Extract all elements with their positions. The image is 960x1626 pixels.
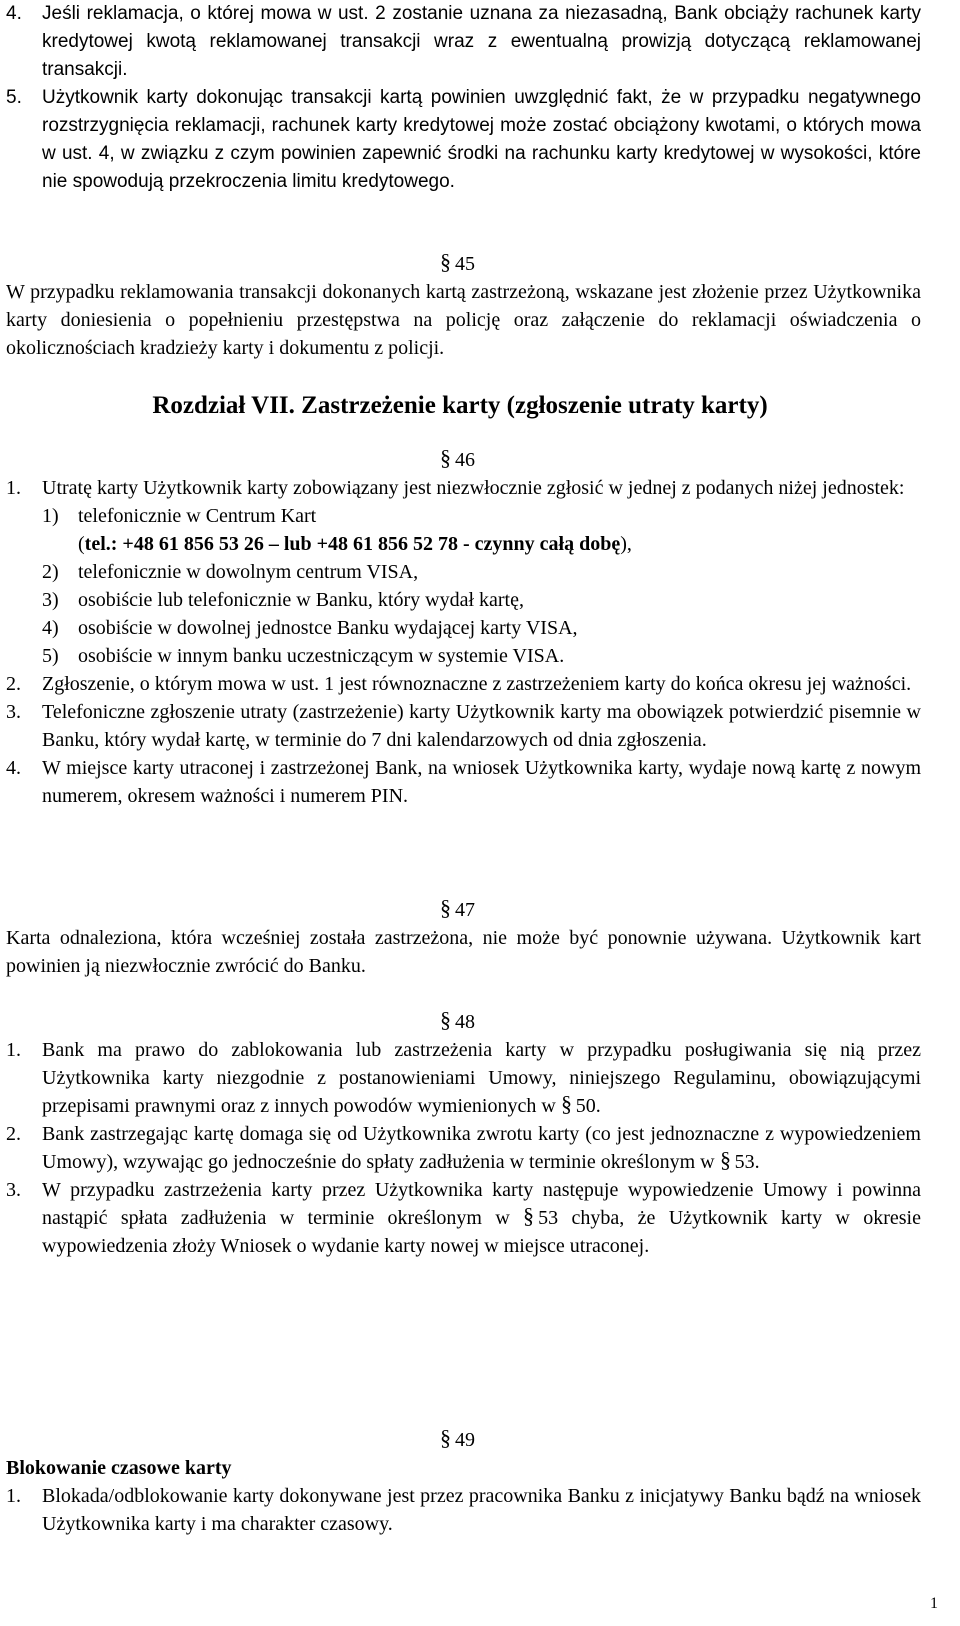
sub-list-item <box>6 502 921 558</box>
item-text: Telefoniczne zgłoszenie utraty (zastrzeżenie) karty Użytkownik karty ma obowiązek potwierdzić pisemnie w Banku, który wydał kartę, w terminie do 7 dni kalendarzowych od dnia zgłoszenia. <box>42 701 921 751</box>
list-item <box>6 1482 921 1538</box>
section-reference: 53 <box>538 1207 559 1229</box>
section-reference: 50. <box>575 1095 601 1117</box>
item-number: 4. <box>6 757 21 779</box>
sub-item-number: 4) <box>42 617 59 639</box>
sub-list-item <box>6 586 921 614</box>
section-sign-icon <box>440 896 454 920</box>
list-item <box>6 84 921 196</box>
item-number: 4. <box>6 3 22 24</box>
item-text-continued: chyba, że Użytkownik karty w okresie wypowiedzenia złoży Wniosek o wydanie karty nowej w miejsce utraconej. <box>42 1207 921 1257</box>
sub-item-text: osobiście w dowolnej jednostce Banku wydającej karty VISA, <box>78 617 578 639</box>
section-sign-icon <box>440 1426 454 1450</box>
item-text: Bank zastrzegając kartę domaga się od Użytkownika zwrotu karty (co jest jednoznaczne z wypowiedzeniem Umowy), wzywając go jednocześnie do spłaty zadłużenia w terminie określonym w <box>42 1123 921 1173</box>
section-sign-icon <box>523 1204 537 1228</box>
list-item <box>6 0 921 84</box>
item-text: W miejsce karty utraconej i zastrzeżonej Bank, na wniosek Użytkownika karty, wydaje nową kartę z nowym numerem, okresem ważności i numerem PIN. <box>42 757 921 807</box>
section-sign-icon <box>561 1092 575 1116</box>
item-number: 5. <box>6 87 22 108</box>
section-45-number <box>440 250 475 278</box>
section-sign-icon <box>720 1148 734 1172</box>
list-item <box>6 1120 921 1176</box>
sub-item-number: 2) <box>42 561 59 583</box>
phone-numbers: tel.: +48 61 856 53 26 – lub +48 61 856 52 78 - czynny całą dobę <box>84 533 621 555</box>
tel-open: ( <box>78 533 85 555</box>
list-item <box>6 698 921 754</box>
item-number: 3. <box>6 1179 21 1201</box>
item-text: Zgłoszenie, o którym mowa w ust. 1 jest równoznaczne z zastrzeżeniem karty do końca okresu jej ważności. <box>42 673 912 695</box>
svg-text:§: § <box>719 1148 731 1172</box>
item-number: 2. <box>6 673 21 695</box>
svg-text:§: § <box>440 896 451 920</box>
list-item <box>6 754 921 810</box>
sub-item-text: osobiście w innym banku uczestniczącym w systemie VISA. <box>78 645 565 667</box>
section-number-text: 49 <box>455 1429 475 1451</box>
section-49-number <box>440 1426 475 1454</box>
section-48-list <box>6 1036 921 1260</box>
sub-item-text: telefonicznie w dowolnym centrum VISA, <box>78 561 419 583</box>
section-number-text: 46 <box>455 449 475 471</box>
item-number: 1. <box>6 1485 21 1507</box>
section-reference: 53. <box>734 1151 760 1173</box>
item-text: W przypadku zastrzeżenia karty przez Użytkownika karty następuje wypowiedzenie Umowy i powinna nastąpić spłata zadłużenia w terminie określonym w <box>42 1179 921 1229</box>
sub-item-text: osobiście lub telefonicznie w Banku, który wydał kartę, <box>78 589 524 611</box>
chapter-title: Rozdział VII. Zastrzeżenie karty (zgłoszenie utraty karty) <box>152 392 768 419</box>
sub-item-number: 5) <box>42 645 59 667</box>
item-text: Utratę karty Użytkownik karty zobowiązany jest niezwłocznie zgłosić w jednej z podanych niżej jednostek: <box>42 477 905 499</box>
section-48-number <box>440 1008 475 1036</box>
item-number: 2. <box>6 1123 21 1145</box>
sub-item-number: 3) <box>42 589 59 611</box>
list-item <box>6 1176 921 1260</box>
item-text: Jeśli reklamacja, o której mowa w ust. 2 zostanie uznana za niezasadną, Bank obciąży rachunek karty kredytowej kwotą reklamowanej transakcji wraz z ewentualną prowizją dotyczącą reklamowanej transakcji. <box>42 3 921 80</box>
svg-text:§: § <box>440 446 451 470</box>
section-47-text: Karta odnaleziona, która wcześniej została zastrzeżona, nie może być ponownie używana. Użytkownik kart powinien ją niezwłocznie zwrócić do Banku. <box>6 927 921 977</box>
list-item <box>6 670 921 698</box>
svg-text:§: § <box>440 1008 451 1032</box>
section-sign-icon <box>440 446 454 470</box>
item-text: Bank ma prawo do zablokowania lub zastrzeżenia karty w przypadku posługiwania się nią przez Użytkownika karty niezgodnie z postanowieniami Umowy, niniejszego Regulaminu, obowiązującymi przepisami prawnymi oraz z innych powodów wymienionych w <box>42 1039 921 1117</box>
page-number: 1 <box>930 1595 938 1612</box>
section-number-text: 47 <box>455 899 475 921</box>
item-number: 1. <box>6 477 21 499</box>
svg-text:§: § <box>440 250 451 274</box>
sub-list-item <box>6 614 921 642</box>
sub-list-item <box>6 558 921 586</box>
section-number-text: 45 <box>455 253 475 275</box>
list-item <box>6 474 921 502</box>
list-item <box>6 1036 921 1120</box>
section-sign-icon <box>440 250 454 274</box>
svg-text:§: § <box>440 1426 451 1450</box>
section-47-number <box>440 896 475 924</box>
section-46-number <box>440 446 475 474</box>
section-sign-icon <box>440 1008 454 1032</box>
svg-text:§: § <box>523 1204 535 1228</box>
section-49-list <box>6 1482 921 1538</box>
section-49-heading: Blokowanie czasowe karty <box>6 1457 232 1479</box>
section-number-text: 48 <box>455 1011 475 1033</box>
section-46-list <box>6 474 921 810</box>
top-list <box>6 0 921 196</box>
sub-item-text: telefonicznie w Centrum Kart <box>78 505 317 527</box>
item-number: 3. <box>6 701 21 723</box>
tel-close: ), <box>620 533 632 555</box>
item-text: Blokada/odblokowanie karty dokonywane jest przez pracownika Banku z inicjatywy Banku bądź na wniosek Użytkownika karty i ma charakter czasowy. <box>42 1485 921 1535</box>
section-45-text: W przypadku reklamowania transakcji dokonanych kartą zastrzeżoną, wskazane jest złożenie przez Użytkownika karty doniesienia o popełnieniu przestępstwa na policję oraz załączenie do reklamacji oświadczenia o okolicznościach kradzieży karty i dokumentu z policji. <box>6 281 921 359</box>
item-number: 1. <box>6 1039 21 1061</box>
item-text: Użytkownik karty dokonując transakcji kartą powinien uwzględnić fakt, że w przypadku negatywnego rozstrzygnięcia reklamacji, rachunek karty kredytowej może zostać obciążony kwotami, o których mowa w ust. 4, w związku z czym powinien zapewnić środki na rachunku karty kredytowej w wysokości, które nie spowodują przekroczenia limitu kredytowego. <box>42 87 921 192</box>
sub-item-number: 1) <box>42 505 59 527</box>
svg-text:§: § <box>560 1092 572 1116</box>
sub-list-item <box>6 642 921 670</box>
